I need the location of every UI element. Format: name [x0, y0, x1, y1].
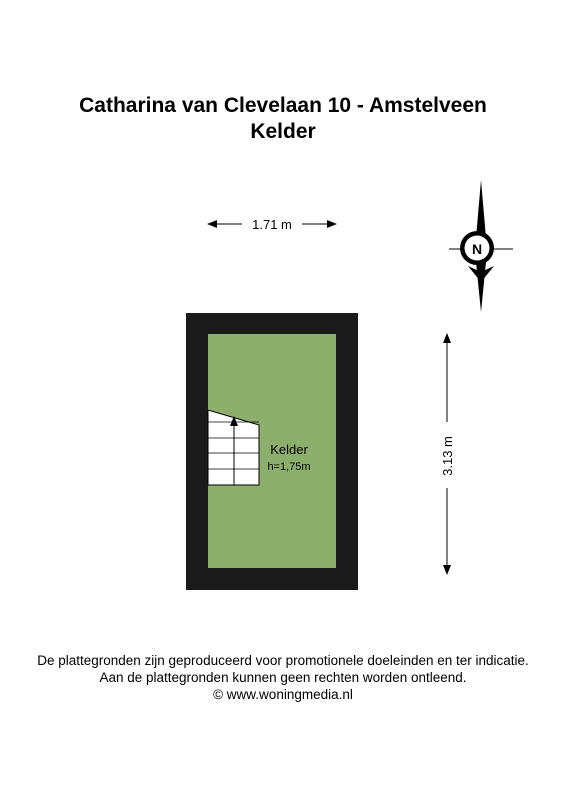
width-dimension — [208, 217, 336, 232]
width-dimension-label: 1.71 m — [252, 217, 292, 232]
disclaimer-line-1: De plattegronden zijn geproduceerd voor promotionele doeleinden en ter indicatie. — [37, 653, 529, 668]
floor-title: Kelder — [250, 120, 316, 143]
room-height-label: h=1,75m — [267, 461, 311, 473]
copyright-line: © www.woningmedia.nl — [213, 687, 353, 702]
address-title: Catharina van Clevelaan 10 - Amstelveen — [79, 94, 487, 117]
compass-north-label: N — [471, 241, 483, 257]
disclaimer — [0, 652, 566, 703]
room-name-label: Kelder — [270, 442, 308, 457]
compass-icon — [449, 180, 513, 312]
disclaimer-line-2: Aan de plattegronden kunnen geen rechten worden ontleend. — [99, 670, 467, 685]
height-dimension — [440, 334, 455, 574]
height-dimension-label: 3.13 m — [440, 436, 455, 476]
